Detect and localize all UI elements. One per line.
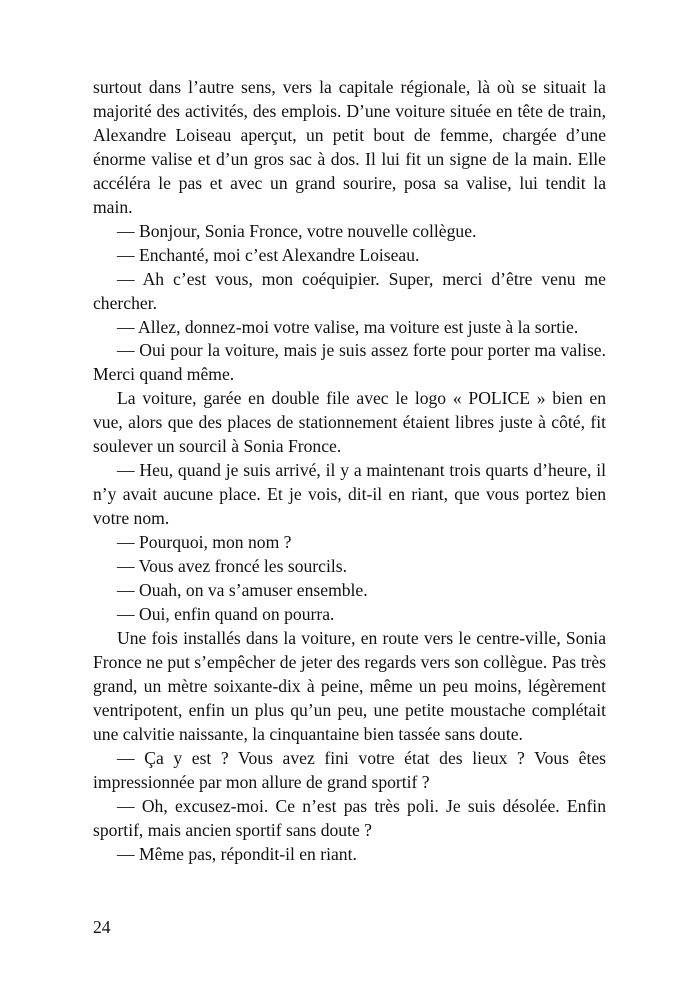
page-number: 24 — [93, 917, 111, 937]
dialogue-line: — Même pas, répondit-il en riant. — [117, 843, 357, 864]
dialogue-line: — Oh, excusez-moi. Ce n’est pas très poli. Je suis désolée. Enfin sportif, mais ancien sportif sans doute ? — [93, 795, 606, 840]
paragraph: La voiture, garée en double file avec le logo « POLICE » bien en vue, alors que des places de stationnement étaient libres juste à côté, fit soulever un sourcil à Sonia Fronce. — [93, 388, 606, 457]
dialogue-line: — Vous avez froncé les sourcils. — [117, 556, 347, 577]
dialogue-line: — Enchanté, moi c’est Alexandre Loiseau. — [117, 244, 420, 265]
paragraph: Une fois installés dans la voiture, en route vers le centre-ville, Sonia Fronce ne put s’empêcher de jeter des regards vers son collègue. Pas très grand, un mètre soixante-dix à peine, même un peu moins, légèrement ventripotent, enfin un plus qu’un peu, une petite moustache complétait une calvitie naissante, la cinquantaine bien tassée sans doute. — [93, 627, 606, 744]
body-text — [93, 76, 606, 866]
dialogue-line: — Oui pour la voiture, mais je suis assez forte pour porter ma valise. Merci quand même. — [93, 340, 606, 385]
dialogue-line: — Allez, donnez-moi votre valise, ma voiture est juste à la sortie. — [117, 316, 579, 337]
dialogue-line: — Ouah, on va s’amuser ensemble. — [117, 580, 368, 601]
dialogue-line: — Bonjour, Sonia Fronce, votre nouvelle collègue. — [117, 220, 477, 241]
dialogue-line: — Ça y est ? Vous avez fini votre état des lieux ? Vous êtes impressionnée par mon allure de grand sportif ? — [93, 747, 606, 792]
dialogue-line: — Pourquoi, mon nom ? — [117, 532, 292, 553]
dialogue-line: — Heu, quand je suis arrivé, il y a maintenant trois quarts d’heure, il n’y avait aucune place. Et je vois, dit-il en riant, que vous portez bien votre nom. — [93, 460, 606, 529]
dialogue-line: — Ah c’est vous, mon coéquipier. Super, merci d’être venu me chercher. — [93, 268, 606, 313]
paragraph: surtout dans l’autre sens, vers la capitale régionale, là où se situait la majorité des activités, des emplois. D’une voiture située en tête de train, Alexandre Loiseau aperçut, un petit bout de femme, chargée d’une énorme valise et d’un gros sac à dos. Il lui fit un signe de la main. Elle accéléra le pas et avec un grand sourire, posa sa valise, lui tendit la main. — [93, 77, 606, 217]
dialogue-line: — Oui, enfin quand on pourra. — [117, 603, 335, 624]
